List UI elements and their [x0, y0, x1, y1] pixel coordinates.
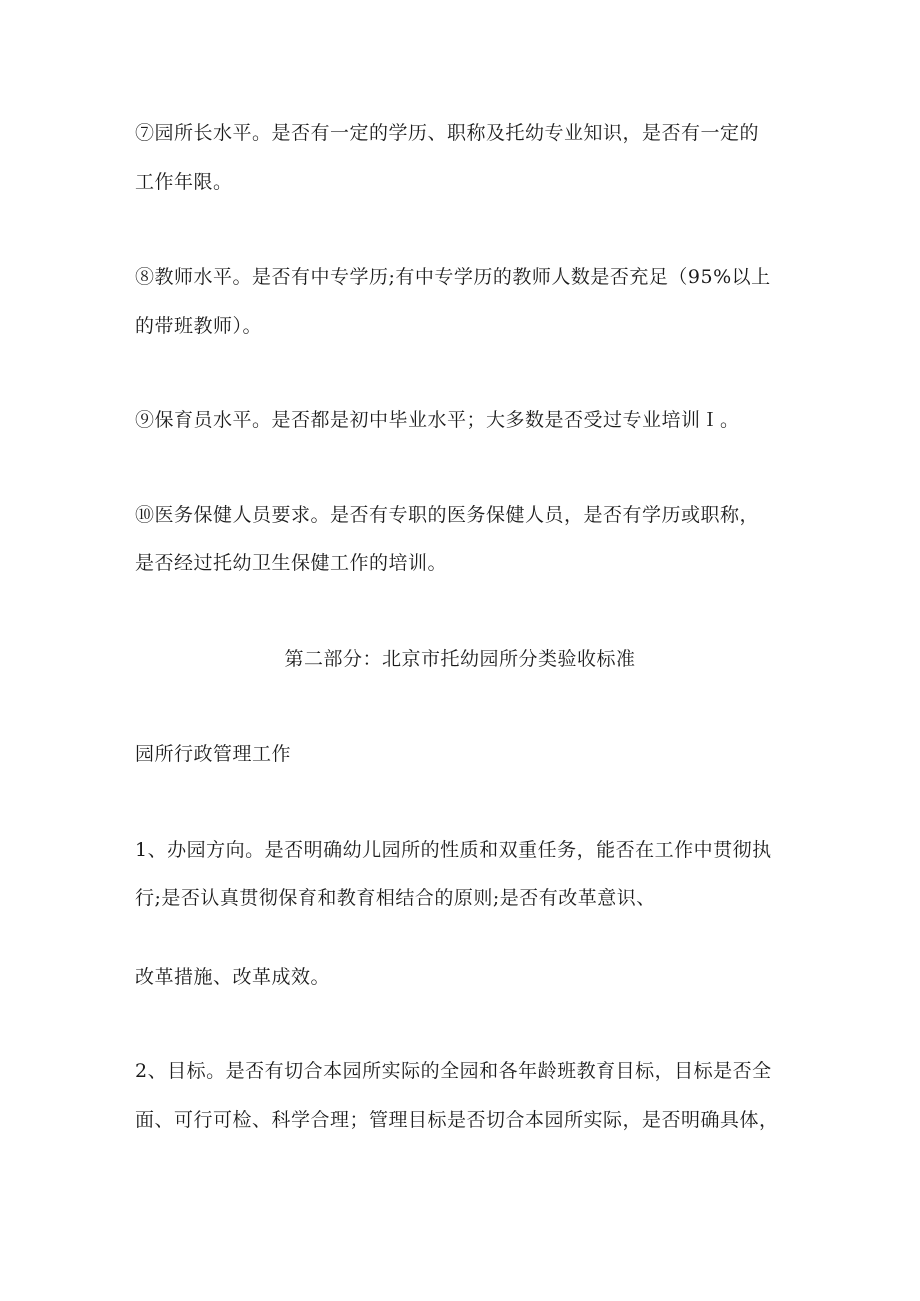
- numbered-2-line-1: 2、目标。是否有切合本园所实际的全园和各年龄班教育目标，目标是否全: [135, 1060, 772, 1082]
- numbered-1-line-1: 1、办园方向。是否明确幼儿园所的性质和双重任务，能否在工作中贯彻执: [135, 839, 772, 861]
- item-9-line-1: ⑨保育员水平。是否都是初中毕业水平；大多数是否受过专业培训Ｉ。: [135, 409, 740, 431]
- item-8-line-2: 的带班教师）。: [135, 315, 263, 337]
- item-7-line-2: 工作年限。: [135, 171, 233, 193]
- numbered-1-line-3: 改革措施、改革成效。: [135, 966, 331, 988]
- item-10-line-2: 是否经过托幼卫生保健工作的培训。: [135, 552, 448, 574]
- section-title: 第二部分：北京市托幼园所分类验收标准: [284, 648, 636, 670]
- item-7-line-1: ⑦园所长水平。是否有一定的学历、职称及托幼专业知识，是否有一定的: [135, 122, 760, 144]
- subsection-title: 园所行政管理工作: [135, 743, 292, 765]
- numbered-1-line-2: 行;是否认真贯彻保育和教育相结合的原则;是否有改革意识、: [135, 887, 656, 909]
- numbered-2-line-2: 面、可行可检、科学合理；管理目标是否切合本园所实际，是否明确具体，: [135, 1109, 779, 1131]
- item-8-line-1: ⑧教师水平。是否有中专学历;有中专学历的教师人数是否充足（95%以上: [135, 266, 771, 288]
- item-10-line-1: ⑩医务保健人员要求。是否有专职的医务保健人员，是否有学历或职称，: [135, 504, 760, 526]
